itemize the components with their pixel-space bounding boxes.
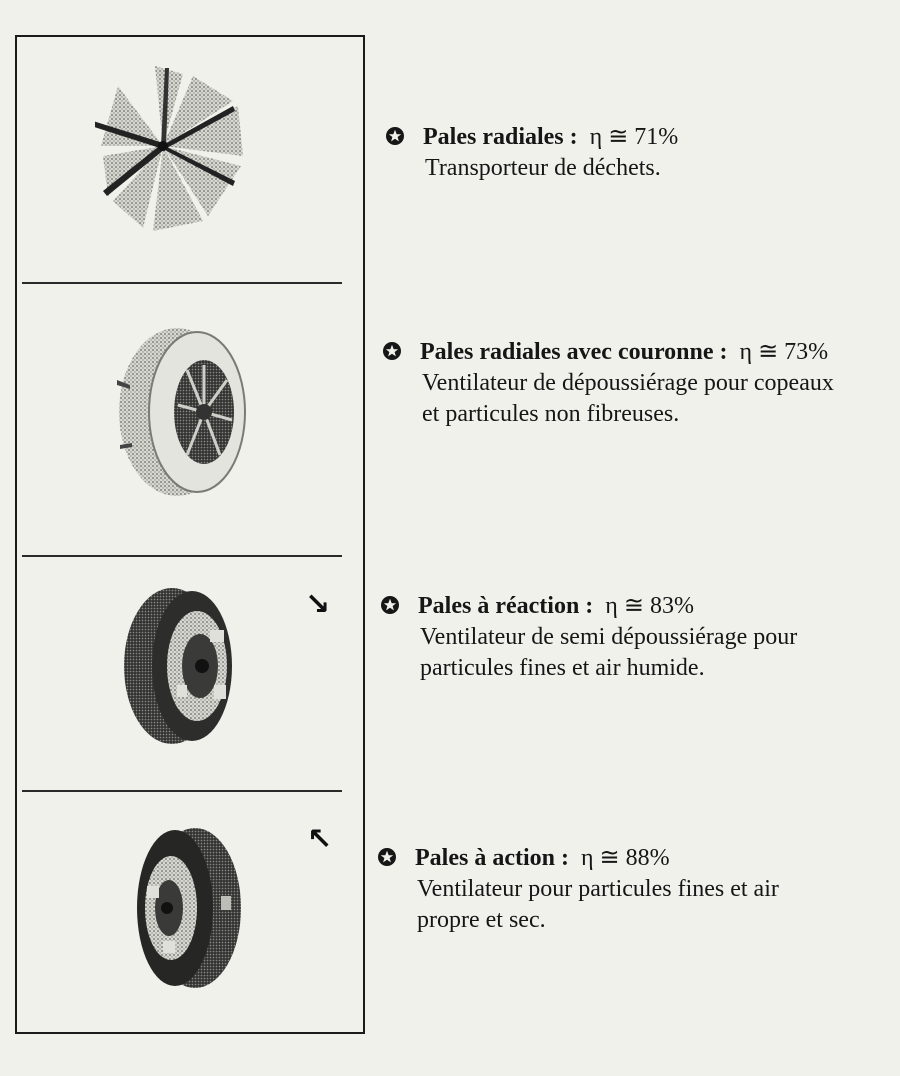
item-reaction-blades bbox=[380, 591, 890, 684]
item-radial-blades bbox=[385, 122, 895, 184]
item-description-line: Transporteur de déchets. bbox=[425, 155, 661, 181]
item-efficiency: η ≅ 71% bbox=[589, 124, 679, 150]
item-efficiency: η ≅ 83% bbox=[605, 593, 694, 619]
item-efficiency: η ≅ 73% bbox=[739, 339, 829, 365]
panel-divider-2 bbox=[22, 555, 342, 557]
item-title: Pales radiales avec couronne : bbox=[420, 339, 728, 365]
item-description-line: propre et sec. bbox=[417, 907, 546, 933]
item-action-blades bbox=[377, 843, 887, 936]
item-efficiency: η ≅ 88% bbox=[580, 845, 670, 871]
radial-blade-fan-image bbox=[95, 58, 265, 238]
star-circle-icon bbox=[385, 126, 405, 146]
item-description-line: particules fines et air humide. bbox=[420, 655, 705, 681]
panel-divider-3 bbox=[22, 790, 342, 792]
arrow-down-right-icon: ↘ bbox=[305, 587, 331, 622]
action-blade-fan-image bbox=[133, 826, 243, 991]
item-description-line: Ventilateur pour particules fines et air bbox=[417, 876, 779, 902]
item-title: Pales à action : bbox=[415, 845, 569, 871]
item-description-line: et particules non fibreuses. bbox=[422, 401, 680, 427]
star-circle-icon bbox=[382, 341, 402, 361]
star-circle-icon bbox=[380, 595, 400, 615]
star-circle-icon bbox=[377, 847, 397, 867]
item-radial-blades-ring bbox=[382, 337, 892, 430]
reaction-blade-fan-image bbox=[122, 585, 237, 747]
item-title: Pales radiales : bbox=[423, 124, 578, 150]
radial-ring-fan-image bbox=[112, 325, 252, 500]
panel-divider-1 bbox=[22, 282, 342, 284]
item-description-line: Ventilateur de semi dépoussiérage pour bbox=[420, 624, 798, 650]
item-title: Pales à réaction : bbox=[418, 593, 594, 619]
arrow-up-left-icon: ↖ bbox=[307, 822, 333, 857]
item-description-line: Ventilateur de dépoussiérage pour copeaux bbox=[422, 370, 834, 396]
